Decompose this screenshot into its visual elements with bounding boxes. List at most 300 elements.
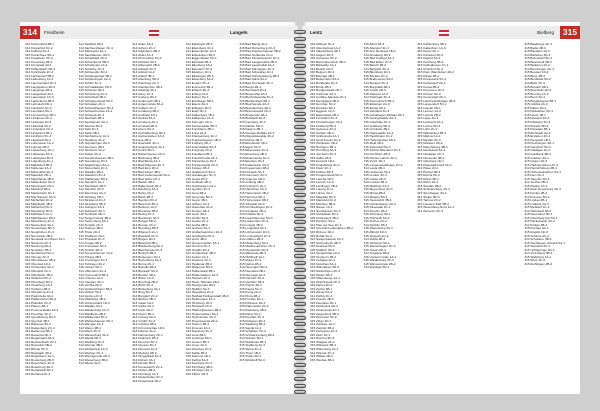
index-entry: 314 Kirchdorf 2A-3 [417, 67, 443, 71]
index-entry: 315 Oebisfelde 2D-2 [310, 213, 339, 217]
index-entry: 314 Torgau 4B-2 [78, 241, 102, 245]
index-entry: 315 Kühren 3A-4 [417, 92, 441, 96]
index-entry: 314 Hann. Münden 1B-4 [185, 280, 220, 284]
index-entry: 314 Gardelegen 3C-3 [185, 174, 216, 178]
index-entry: 315 Wahrburg 1A-1 [524, 255, 552, 259]
index-entry: 314 Mühlhausen 2B-4 [25, 216, 56, 220]
index-entry: 314 Neukirchen 2C-2 [25, 230, 55, 234]
index-entry: 315 Herzberg 1D-3 [185, 301, 213, 305]
index-entry: 314 Brandis 4B-3 [132, 266, 157, 270]
index-entry: 314 Guben 1A-1 [185, 255, 209, 259]
index-entry: 315 Brachwitz 2D-3 [524, 89, 552, 93]
index-entry: 314 Falkenberg 1B-1 [185, 113, 215, 117]
index-entry: 314 Schwedt 4C-3 [78, 113, 105, 117]
index-entry: 314 Uffenheim 2C-4 [78, 270, 107, 273]
index-entry: 314 Ahlen 1A-4 [132, 53, 154, 57]
index-entry: 315 Hadmersleben 2C-2 [524, 163, 559, 167]
index-entry: 315 Jahnsdorf 5A-3 [363, 145, 391, 149]
index-entry: 314 Heldrungen 3A-1 [185, 298, 216, 302]
index-entry: 314 Fürstenwalde 2C-2 [185, 163, 218, 167]
index-entry: 315 Hohenstein 3B-1 [239, 199, 269, 203]
left-region-label: Friedheim [44, 30, 65, 35]
index-entry: 315 Mühltroff 1A-1 [239, 255, 265, 259]
index-entry: 315 Pockau 3A-1 [239, 298, 264, 302]
index-entry: 315 Bad Elster 2C-3 [363, 60, 392, 64]
index-entry: 314 Fahrland 3C-4 [363, 110, 390, 114]
spiral-coil [294, 118, 306, 122]
index-entry: 315 Erxleben 4C-2 [524, 135, 551, 139]
index-entry: 315 Neusalza 3B-1 [239, 270, 266, 273]
index-entry: 314 Emden 3C-4 [185, 82, 210, 86]
index-entry: 315 Köthen 4B-3 [310, 170, 334, 174]
spiral-coil [294, 288, 306, 292]
index-entry: 315 Quedlinburg 2D-3 [25, 316, 56, 320]
spiral-coil [294, 336, 306, 340]
index-entry: 315 Aichach 3D-1 [132, 60, 157, 64]
index-entry: 315 Lindstedt 3A-1 [417, 121, 444, 125]
index-entry: 315 Dassow 1A-2 [363, 92, 389, 96]
index-entry: 314 Altenburg 2C-2 [132, 82, 159, 86]
index-entry: 314 Lachendorf 5B-2 [25, 74, 54, 78]
index-entry: 315 Finsterwalde 5D-4 [185, 124, 217, 128]
index-entry: 315 Ribnitz 1D-3 [363, 230, 387, 234]
index-entry: 314 Pfalzdorf 2C-3 [25, 301, 51, 305]
index-entry: 314 Falkensee 2A-3 [185, 117, 214, 121]
index-entry: 315 Werdau 3B-1 [310, 358, 335, 362]
index-entry: 315 Burgstädt 4B-1 [363, 85, 391, 89]
index-entry: 314 Sulingen 1A-3 [78, 206, 105, 210]
index-entry: 315 Sandhausen 4D-3 [78, 53, 110, 57]
spiral-coil [294, 241, 306, 245]
index-entry: 314 Lübben 4B-4 [239, 238, 264, 242]
index-entry: 314 Hettstedt 2C-2 [185, 305, 212, 309]
index-entry: 314 Bad Sülze 2C-3 [132, 177, 160, 181]
index-entry: 315 Bösdorf 4B-1 [524, 85, 549, 89]
index-entry: 315 Goch 3D-1 [185, 213, 207, 217]
index-entry: 315 Hornburg 5A-4 [310, 149, 337, 153]
spiral-coil [294, 316, 306, 320]
index-entry: 315 Kehrberg 3B-4 [417, 60, 444, 64]
index-entry: 314 Plauen 3B-1 [25, 305, 49, 309]
index-entry: 314 Lauenstein 1C-3 [25, 96, 54, 100]
index-entry: 315 Falkenstein 2C-2 [239, 163, 269, 167]
spiral-coil [294, 30, 306, 34]
index-entry: 315 Marienberg 5A-1 [239, 241, 269, 245]
index-entry: 315 Wilsdruff 5A-3 [239, 358, 265, 362]
spiral-coil [294, 356, 306, 360]
index-entry: 314 Seebach 2B-1 [78, 117, 105, 121]
index-entry: 314 Stadtilm 4B-4 [78, 170, 104, 174]
index-entry: 314 Tharandt 2C-3 [78, 238, 105, 242]
index-entry: 315 Celle 2D-2 [132, 309, 153, 313]
index-entry: 315 Nienburg 2D-2 [25, 245, 52, 249]
index-entry: 315 Meuselwitz 2D-2 [239, 248, 269, 252]
index-entry: 314 Werben 4C-1 [78, 351, 103, 355]
index-entry: 314 Schlitz 4C-2 [78, 82, 102, 86]
index-entry: 315 Pößneck 1D-3 [239, 301, 266, 305]
index-entry: 314 Waldenburg 2C-3 [78, 309, 109, 313]
index-entry: 314 Stadtlohn 5C-3 [78, 174, 106, 178]
index-entry: 314 Eckernförde 1A-4 [185, 50, 216, 54]
index-entry: 314 Beelitz 2C-3 [310, 67, 333, 71]
spiral-coil [294, 98, 306, 102]
index-entry: 314 Saalburg 4B-4 [239, 323, 266, 327]
index-entry: 315 Ettlingen 4D-2 [185, 106, 212, 110]
index-entry: 315 Cobbel 2A-3 [524, 103, 548, 107]
index-entry: 315 Moosburg 3D-3 [25, 209, 53, 213]
index-entry: 314 Dohna 1B-4 [239, 138, 262, 142]
index-entry: 315 Bismark 3B-1 [310, 74, 335, 78]
index-entry: 314 Lindenhof 4B-1 [25, 131, 53, 135]
index-entry: 315 Pasewalk 4C-2 [363, 206, 391, 210]
index-entry: 314 Emmerich 4B-1 [185, 85, 214, 89]
index-entry: 315 Weida 5D-1 [78, 337, 101, 341]
spiral-coil [294, 322, 306, 326]
index-entry: 315 Gräfenroda 1A-1 [310, 135, 340, 139]
index-entry: 315 Dannigkow 4B-3 [310, 99, 339, 103]
spiral-coil [294, 91, 306, 95]
index-entry: 314 Eichstätt 2B-3 [185, 60, 212, 64]
index-entry: 314 Tübingen 3A-2 [78, 262, 105, 266]
index-entry: 315 Brück 4B-2 [310, 85, 332, 89]
index-entry: 314 Belzig 4C-4 [132, 213, 155, 217]
index-entry: 315 Bandelin 1A-2 [524, 50, 550, 54]
spiral-coil [294, 64, 306, 68]
index-entry: 314 Bad Tennstedt 3C-4 [239, 82, 273, 86]
index-entry: 314 Jena 2B-2 [185, 333, 206, 337]
index-entry: 315 Bad Lauchstädt 4A-2 [239, 64, 275, 68]
index-entry: 315 Blumberg 1D-1 [363, 71, 391, 75]
index-entry: 314 Dedeleben 3C-4 [524, 110, 553, 114]
index-entry: 315 Egeln 5A-3 [239, 145, 261, 149]
index-entry: 315 Beierstedt 2B-3 [524, 60, 552, 64]
index-entry: 314 Ruhla 4B-4 [363, 238, 386, 242]
index-entry: 314 Döbeln 3A-1 [132, 358, 156, 362]
index-entry: 315 Waltershausen 3D-4 [78, 319, 113, 323]
index-entry: 315 Eilsleben 2A-3 [363, 103, 390, 107]
index-entry: 315 Hagenow 5D-4 [185, 266, 213, 270]
index-entry: 315 Kamenz 3D-1 [185, 355, 211, 359]
index-entry: 315 Rheinsberg 3A-1 [363, 227, 393, 231]
index-entry: 315 Ortenberg 3D-1 [25, 280, 53, 284]
index-entry: 314 Kronstadt 4A-1 [25, 64, 52, 68]
spiral-coil [294, 44, 306, 48]
index-entry: 315 Wolgast 2C-2 [310, 340, 335, 344]
index-entry: 314 Klietz 2C-1 [310, 167, 332, 171]
index-entry: 314 Forchheim 3B-1 [185, 128, 214, 132]
index-entry: 315 Kroppenstedt 5C-2 [310, 174, 342, 178]
index-entry: 315 Wittenberg 1A-1 [310, 348, 339, 352]
index-entry: 314 Waren 2B-1 [78, 326, 102, 330]
index-entry: 315 Ahlbeck 3C-2 [310, 43, 335, 46]
index-entry: 315 Arendsee 5C-2 [310, 57, 337, 61]
index-entry: 314 Walkenried 5C-1 [78, 316, 108, 320]
index-entry: 315 Neuendorf 3D-1 [524, 213, 553, 217]
index-entry: 314 Schönberg 2C-4 [78, 92, 108, 96]
index-entry: 315 Laucha 3D-1 [310, 177, 334, 181]
index-entry: 315 Bindfelde 5A-2 [524, 78, 551, 82]
index-entry: 315 Landgraben 4D-2 [25, 85, 56, 89]
left-page [20, 22, 298, 394]
index-entry: 315 Lützen 3A-1 [310, 191, 333, 195]
index-entry: 315 Malchow 1A-1 [363, 184, 390, 188]
index-entry: 315 Markdorf 2D-1 [25, 174, 51, 178]
index-entry: 315 Uebigau 4C-4 [310, 259, 336, 263]
index-entry: 315 Lübz 2C-2 [417, 128, 438, 132]
index-entry: 314 Schierke 2C-3 [78, 67, 105, 71]
index-entry: 314 Wanzleben 5D-3 [310, 266, 339, 270]
index-entry: 314 Brühl 4C-4 [132, 284, 153, 288]
index-entry: 314 Scharnhorst 5B-4 [78, 60, 109, 64]
index-entry: 314 Mügeln 5D-4 [363, 195, 388, 199]
index-entry: 315 Harsleben 2D-2 [310, 142, 338, 146]
index-entry: 315 Eichstedt 2A-3 [524, 131, 551, 135]
index-entry: 314 Geyer 3B-1 [185, 199, 208, 203]
spiral-coil [294, 200, 306, 204]
index-entry: 314 Grimma 3C-3 [185, 245, 211, 249]
index-entry: 314 Barleben 3D-4 [524, 53, 551, 57]
index-entry: 315 Schwerin 5A-1 [363, 241, 390, 245]
index-entry: 314 Ellwangen 2B-3 [185, 74, 214, 78]
index-entry: 314 Dannenberg 2C-1 [132, 333, 163, 337]
index-entry: 315 Kyritz 1D-3 [363, 160, 385, 164]
left-page-number: 314 [20, 26, 40, 39]
index-entry: 315 Schönau 3D-1 [78, 89, 105, 93]
index-entry: 315 Letzlingen 2B-2 [310, 184, 338, 188]
index-entry: 314 Münchberg 4C-2 [25, 220, 55, 224]
index-entry: 315 Bad Liebenstein 3B-4 [310, 60, 346, 64]
index-entry: 314 Kemberg 2C-2 [185, 362, 212, 366]
index-entry: 314 Jerchel 4B-4 [524, 181, 548, 185]
spiral-coil [294, 84, 306, 88]
index-entry: 314 Velbert 5A-1 [78, 291, 102, 295]
index-entry: 314 Schwarzenbek 1A-2 [78, 110, 113, 114]
index-entry: 315 Pfaffenhofen 5D-2 [25, 298, 57, 302]
index-column [186, 43, 237, 392]
index-entry: 314 Lehrbach 3C-3 [25, 106, 52, 110]
index-entry: 315 Bad Ems 2D-2 [132, 167, 159, 171]
index-entry: 314 Forst 2A-3 [185, 131, 207, 135]
index-entry: 314 Regenstauf 3A-2 [25, 337, 55, 341]
index-entry: 315 Markneukirchen 3C-3 [239, 245, 275, 249]
index-entry: 314 Traunstein 5C-1 [78, 245, 107, 249]
index-entry: 315 Bad Langensalza 2B-3 [239, 60, 277, 64]
index-entry: 314 Plau am See 2C-3 [310, 223, 342, 227]
index-entry: 315 Ranis 5A-1 [239, 312, 261, 316]
index-entry: 314 Aalen 3A-2 [132, 43, 154, 46]
index-entry: 314 Braunsbedra 3C-4 [239, 110, 271, 114]
index-entry: 314 Königsee 1B-4 [239, 209, 266, 213]
index-entry: 314 Achern 2C-1 [132, 46, 156, 50]
index-entry: 315 Waldenburg 3C-3 [363, 259, 394, 263]
index-entry: 314 Haßfurt 5A-3 [185, 287, 210, 291]
index-entry: 314 Treuenbrietzen 1A-2 [78, 252, 113, 256]
index-entry: 314 Kolberg 2A-3 [25, 50, 50, 54]
index-entry: 314 Tangermünde 3B-2 [78, 216, 111, 220]
spiral-coil [294, 275, 306, 279]
index-entry: 314 Altenkirchen 4B-4 [132, 85, 163, 89]
index-entry: 314 Rastenberg 2C-4 [25, 326, 55, 330]
index-entry: 314 Spaichingen 3A-2 [78, 163, 110, 167]
spiral-coil [294, 248, 306, 252]
index-entry: 314 Beckum 1A-3 [132, 206, 157, 210]
index-entry: 314 Blätz 3C-4 [524, 82, 545, 86]
index-entry: 315 Teuchern 2B-2 [310, 255, 337, 259]
index-entry: 315 Seelow 5D-2 [78, 124, 103, 128]
index-entry: 315 Bingen 2D-2 [132, 238, 156, 242]
index-entry: 314 Waldau 3A-1 [78, 305, 103, 309]
spiral-coil [294, 268, 306, 272]
index-entry: 315 Wust 3C-3 [524, 259, 545, 263]
index-entry: 314 Zarrentin 4C-3 [417, 209, 444, 213]
index-entry: 315 Kranichsee 5D-1 [25, 53, 55, 57]
index-entry: 314 Zeulenroda 2C-1 [310, 309, 340, 313]
index-entry: 314 Ruhland 2C-3 [25, 372, 51, 376]
spiral-coil [294, 173, 306, 177]
index-entry: 315 Rostock 2C-2 [363, 234, 389, 238]
index-entry: 315 Zahna 2D-2 [310, 284, 333, 288]
index-entry: 314 Erding 1A-2 [185, 92, 209, 96]
index-entry: 315 Calvörde 3A-4 [310, 92, 336, 96]
index-entry: 315 Tarnow 2C-2 [417, 199, 441, 203]
index-entry: 314 Plaue 2C-1 [417, 167, 439, 171]
index-entry: 314 Auerbach 4C-4 [132, 142, 159, 146]
index-entry [471, 43, 522, 45]
index-entry: 314 Frankenhausen 1B-4 [185, 138, 221, 142]
index-entry: 315 Zethlingen 2B-2 [524, 262, 553, 266]
index-entry: 314 Groß Kreutz 4C-3 [310, 138, 341, 142]
index-entry: 314 Saalfeld 1B-2 [78, 43, 104, 46]
index-entry: 315 Oranienbaum 2A-3 [363, 202, 396, 206]
index-entry: 314 Ilmenau 1A-1 [185, 326, 211, 330]
index-entry: 314 Leisnig 4B-4 [239, 223, 263, 227]
index-entry: 314 Bleicherode 2C-3 [132, 248, 163, 252]
index-entry: 314 Schönfeld 4B-2 [78, 96, 106, 100]
index-entry: 315 Lüderitz 2A-3 [524, 202, 549, 206]
index-entry: 314 Ebersberg 4C-1 [185, 46, 214, 50]
spiral-coil [294, 193, 306, 197]
right-page-number: 315 [560, 26, 580, 39]
index-entry: 315 Gerwisch 5A-3 [524, 145, 551, 149]
index-entry: 315 Flechtingen 3D-1 [524, 142, 554, 146]
index-entry: 314 Ostheim 2B-2 [25, 287, 50, 291]
index-entry: 314 Möllenhof 5C-4 [25, 206, 53, 210]
index-entry: 315 Sternhagen 3A-1 [417, 191, 447, 195]
index-entry: 314 Bischofswerda 3C-4 [239, 96, 274, 100]
index-entry: 315 Lindow 3C-3 [363, 174, 387, 178]
index-entry: 314 Dieburg 2B-2 [132, 351, 157, 355]
index-entry: 315 Penig 2C-2 [239, 291, 261, 295]
index-entry: 315 Grünhain 3B-1 [363, 128, 390, 132]
index-entry: 315 Wittenberge 1A-1 [310, 277, 341, 281]
index-entry: 315 Treffurt 3D-4 [78, 248, 102, 252]
index-entry: 314 Schlangenbad 3B-1 [78, 74, 112, 78]
index-entry: 314 Torgelow 4B-4 [363, 252, 390, 256]
index-entry: 314 Füssen 4B-4 [185, 167, 210, 171]
spiral-coil [294, 180, 306, 184]
index-entry: 315 Weferlingen 2C-2 [310, 270, 341, 273]
spiral-coil [294, 146, 306, 150]
right-flag-icon [439, 30, 449, 36]
index-entry: 314 Hadamar 2B-2 [185, 262, 212, 266]
index-entry: 315 Belleben 4A-2 [524, 64, 550, 68]
index-entry: 315 Wilkau 2D-2 [310, 355, 333, 359]
index-entry: 315 Lommatzsch 2C-2 [239, 234, 271, 238]
index-entry: 314 Neukalen 2C-3 [417, 152, 444, 156]
index-entry: 314 Bautzen 5C-2 [132, 199, 158, 203]
index-entry: 314 Weimar 3B-2 [78, 344, 103, 348]
index-entry: 314 Jerxheim 2C-3 [310, 152, 337, 156]
index-entry: 315 Rudolstadt 5D-1 [25, 369, 54, 373]
index-entry: 314 Ringelheim 1A-1 [25, 355, 54, 359]
index-entry: 314 Rotenburg 3A-4 [25, 365, 53, 369]
index-entry: 315 Staßfurt 3D-1 [310, 248, 335, 252]
index-entry: 315 Dömitz 5D-3 [132, 362, 156, 366]
index-entry: 315 Kastorf 5A-2 [417, 57, 441, 61]
index-entry: 315 Roßla 3A-4 [310, 234, 332, 238]
index-entry: 315 Ansbach 1D-1 [132, 113, 158, 117]
index-entry: 314 Wangen 1A-2 [78, 323, 104, 327]
index-entry: 315 Lieberose 5A-1 [363, 170, 391, 174]
right-region-label: Bielberg [537, 30, 554, 35]
index-entry: 314 Demmin 5C-2 [132, 340, 158, 344]
spiral-coil [294, 166, 306, 170]
index-entry: 314 Bensheim 3A-1 [132, 216, 160, 220]
index-entry: 315 Gardelegen-Zichtau 1B-1 [363, 113, 405, 117]
index-entry: 315 Elsnig 4D-2 [363, 106, 386, 110]
index-entry: 315 Burgliebenau 5B-1 [524, 99, 557, 103]
spiral-coil [294, 302, 306, 306]
index-entry: 315 Lichtenstein 1D-3 [239, 230, 270, 234]
index-entry: 314 Artern 5C-2 [132, 128, 155, 132]
index-entry: 315 Neustrelitz 3B-1 [363, 199, 392, 203]
index-entry: 314 Radeberg 4B-4 [239, 309, 267, 313]
index-entry: 314 Ilsenburg 3C-3 [185, 330, 213, 334]
index-entry: 314 Aue 2B-2 [132, 138, 151, 142]
index-entry: 315 Friesack 5A-1 [239, 170, 265, 174]
spiral-coil [294, 37, 306, 41]
index-entry: 314 Babenhausen 2C-2 [132, 152, 165, 156]
index-entry: 315 Bad Schmiedeberg 2B-3 [239, 74, 280, 78]
index-entry: 314 Sellin 3B-1 [78, 131, 100, 135]
index-entry: 315 Grieben 3A-1 [524, 156, 549, 160]
index-entry: 315 Fürstenberg 1D-3 [185, 160, 217, 164]
index-entry: 315 Hoyerswerda 2D-2 [185, 319, 218, 323]
spiral-coil [294, 384, 306, 388]
index-entry: 314 Greiz 4B-4 [185, 238, 207, 242]
index-entry: 314 Halberstadt 3B-1 [185, 270, 216, 273]
index-entry: 315 Allendorf 4C-1 [363, 46, 390, 50]
index-entry: 314 Nordstrand 5A-4 [25, 252, 54, 256]
index-entry: 315 Mücheln 3B-4 [310, 202, 336, 206]
spiral-coil [294, 343, 306, 347]
index-entry: 315 Eisleben 1D-1 [185, 71, 212, 75]
index-entry: 315 Dargun 3B-1 [239, 128, 263, 132]
index-entry: 315 Stolberg 5D-1 [78, 195, 104, 199]
spiral-coil [294, 159, 306, 163]
index-entry: 314 Zörbig 2C-3 [310, 294, 333, 298]
index-entry: 314 Lichtenau 4C-2 [25, 117, 53, 121]
index-entry: 314 Lohme 5D-3 [417, 124, 441, 128]
index-entry: 315 Jerichow 5D-4 [185, 337, 212, 341]
index-entry: 315 Möckern 2D-2 [417, 142, 443, 146]
index-entry: 314 Blankenburg 5A-4 [132, 245, 163, 249]
index-entry: 314 Schwaan 2C-1 [78, 103, 105, 107]
index-entry: 315 Elterlein 1D-3 [239, 160, 265, 164]
index-entry: 315 Freiberg 3D-1 [185, 142, 211, 146]
index-entry: 315 Geringswalde 2A-3 [363, 117, 396, 121]
index-entry: 315 Schönebeck 4B-3 [310, 241, 341, 245]
